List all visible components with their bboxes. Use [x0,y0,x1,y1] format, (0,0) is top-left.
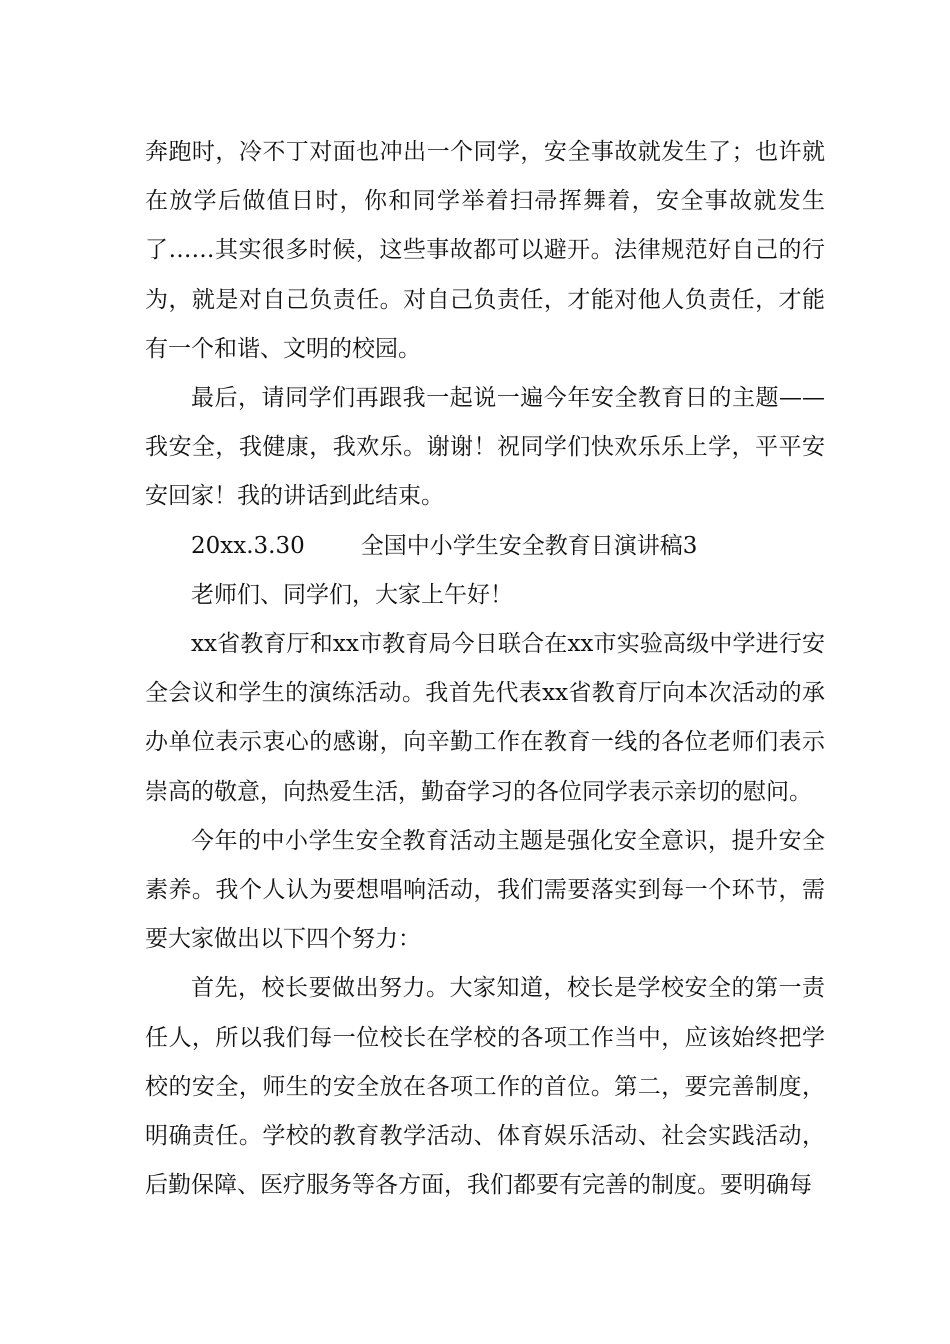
paragraph-principal: 首先，校长要做出努力。大家知道，校长是学校安全的第一责任人，所以我们每一位校长在学校的各项工作当中，应该始终把学校的安全，师生的安全放在各项工作的首位。第二，要完善制度，明确责任。学校的教育教学活动、体育娱乐活动、社会实践活动，后勤保障、医疗服务等各方面，我们都要有完善的制度。要明确每 [145,975,825,1199]
document-body [145,128,825,1210]
paragraph-continued: 奔跑时，冷不丁对面也冲出一个同学，安全事故就发生了；也许就在放学后做值日时，你和同学举着扫帚挥舞着，安全事故就发生了……其实很多时候，这些事故都可以避开。法律规范好自己的行为，就是对自己负责任。对自己负责任，才能对他人负责任，才能有一个和谐、文明的校园。 [145,139,825,362]
speech-date: 20xx.3.30 [191,532,305,559]
paragraph-closing: 最后，请同学们再跟我一起说一遍今年安全教育日的主题——我安全，我健康，我欢乐。谢谢！祝同学们快欢乐乐上学，平平安安回家！我的讲话到此结束。 [145,385,825,510]
date-heading-line [145,522,825,571]
paragraph-theme: 今年的中小学生安全教育活动主题是强化安全意识，提升安全素养。我个人认为要想唱响活动，我们需要落实到每一个环节，需要大家做出以下四个努力： [145,827,825,953]
paragraph-greeting: 老师们、同学们，大家上午好！ [191,581,513,608]
speech-heading: 全国中小学生安全教育日演讲稿3 [360,532,698,559]
paragraph-thanks: xx省教育厅和xx市教育局今日联合在xx市实验高级中学进行安全会议和学生的演练活动。我首先代表xx省教育厅向本次活动的承办单位表示衷心的感谢，向辛勤工作在教育一线的各位老师们表示崇高的敬意，向热爱生活，勤奋学习的各位同学表示亲切的慰问。 [145,631,825,805]
